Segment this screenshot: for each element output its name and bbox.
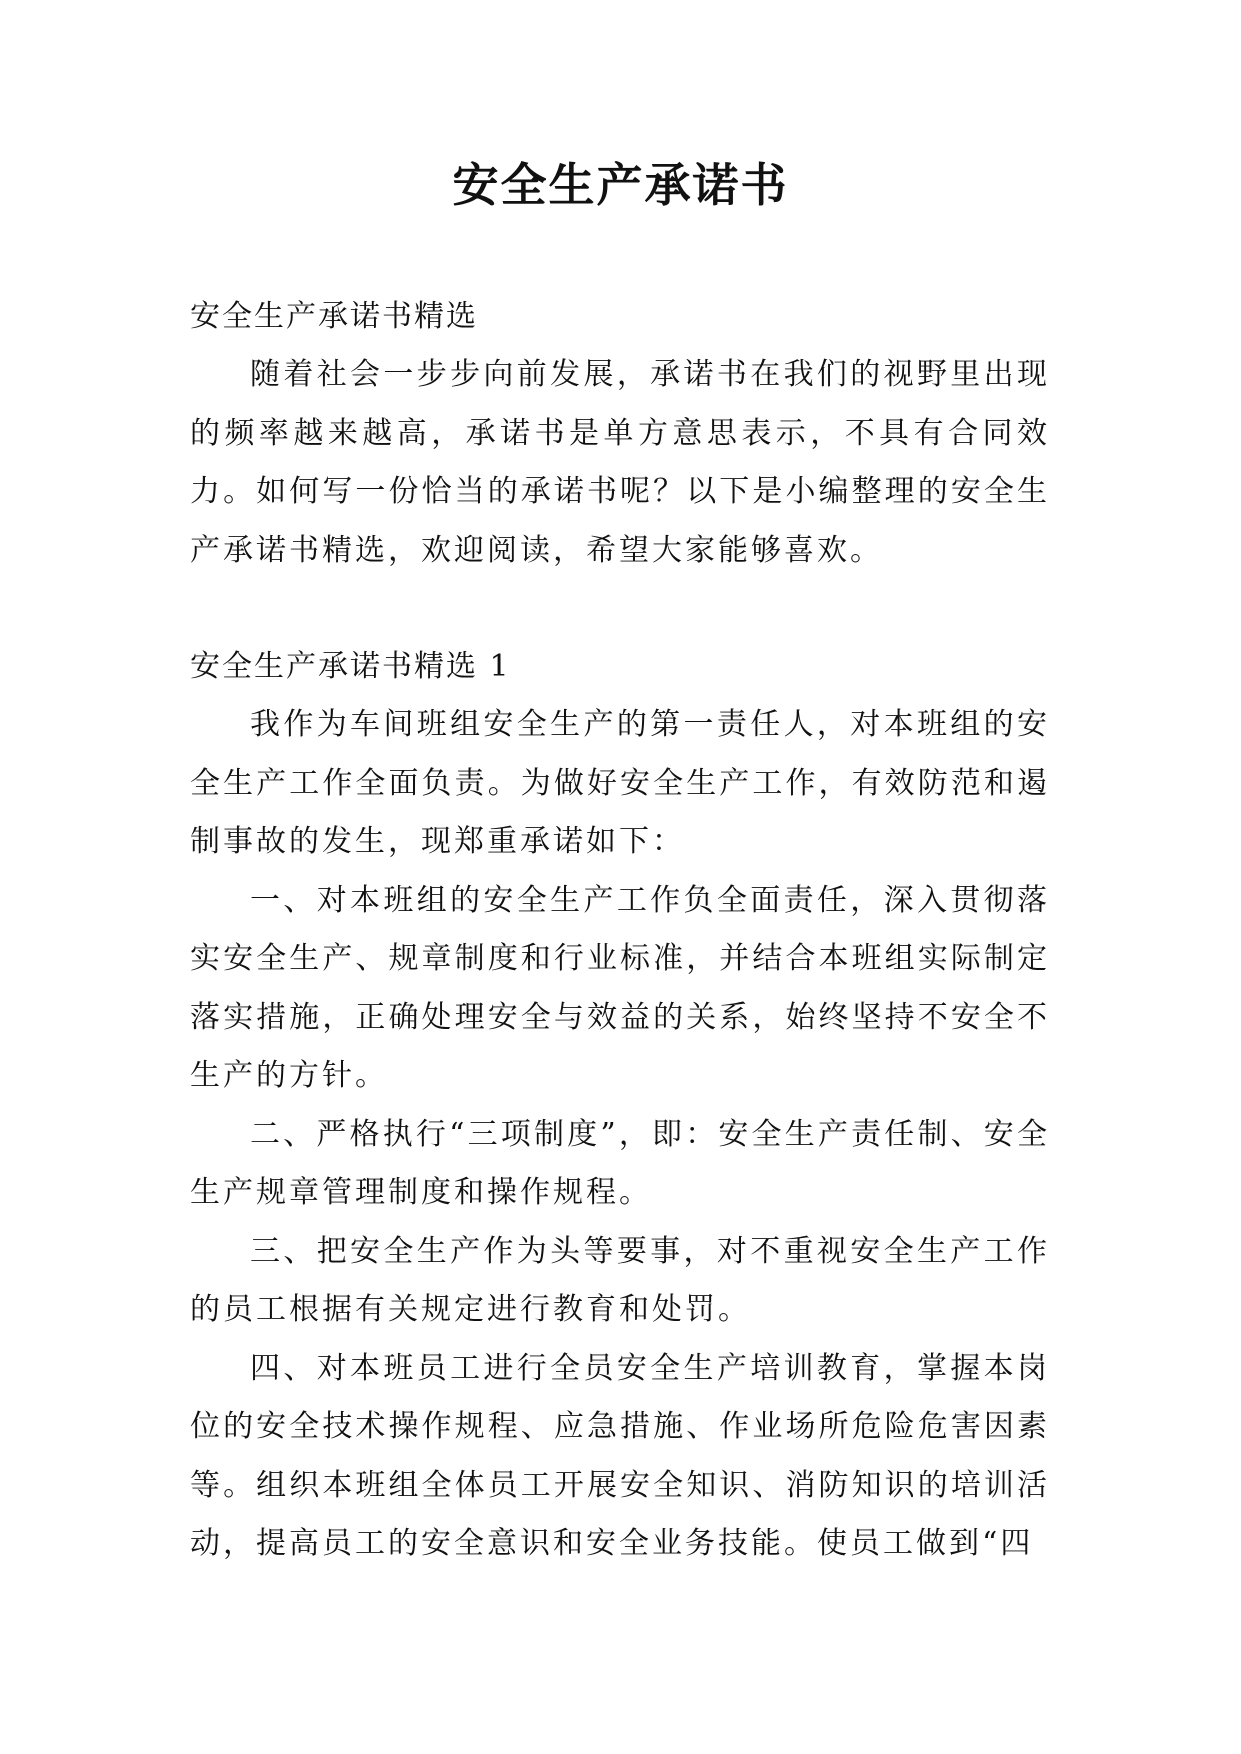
- section1-heading: 安全生产承诺书精选 1: [190, 649, 511, 684]
- section1-paragraph-2: 一、对本班组的安全生产工作负全面责任，深入贯彻落实安全生产、规章制度和行业标准，并结合本班组实际制定落实措施，正确处理安全与效益的关系，始终坚持不安全不生产的方针。: [190, 882, 1050, 1093]
- section1-paragraph-5: 四、对本班员工进行全员安全生产培训教育，掌握本岗位的安全技术操作规程、应急措施、作业场所危险危害因素等。组织本班组全体员工开展安全知识、消防知识的培训活动，提高员工的安全意识和安全业务技能。使员工做到“四: [190, 1350, 1050, 1561]
- document-body: [190, 288, 1050, 1574]
- section1-paragraph-4: 三、把安全生产作为头等要事，对不重视安全生产工作的员工根据有关规定进行教育和处罚。: [190, 1233, 1050, 1327]
- document-title: 安全生产承诺书: [452, 158, 789, 212]
- section1-paragraph-3: 二、严格执行“三项制度”，即：安全生产责任制、安全生产规章管理制度和操作规程。: [190, 1116, 1050, 1210]
- section1-paragraph-1: 我作为车间班组安全生产的第一责任人，对本班组的安全生产工作全面负责。为做好安全生产工作，有效防范和遏制事故的发生，现郑重承诺如下：: [190, 707, 1050, 859]
- intro-heading: 安全生产承诺书精选: [190, 299, 478, 334]
- section-spacer: [190, 580, 1050, 638]
- intro-paragraph: 随着社会一步步向前发展，承诺书在我们的视野里出现的频率越来越高，承诺书是单方意思表示，不具有合同效力。如何写一份恰当的承诺书呢？以下是小编整理的安全生产承诺书精选，欢迎阅读，希望大家能够喜欢。: [190, 357, 1050, 568]
